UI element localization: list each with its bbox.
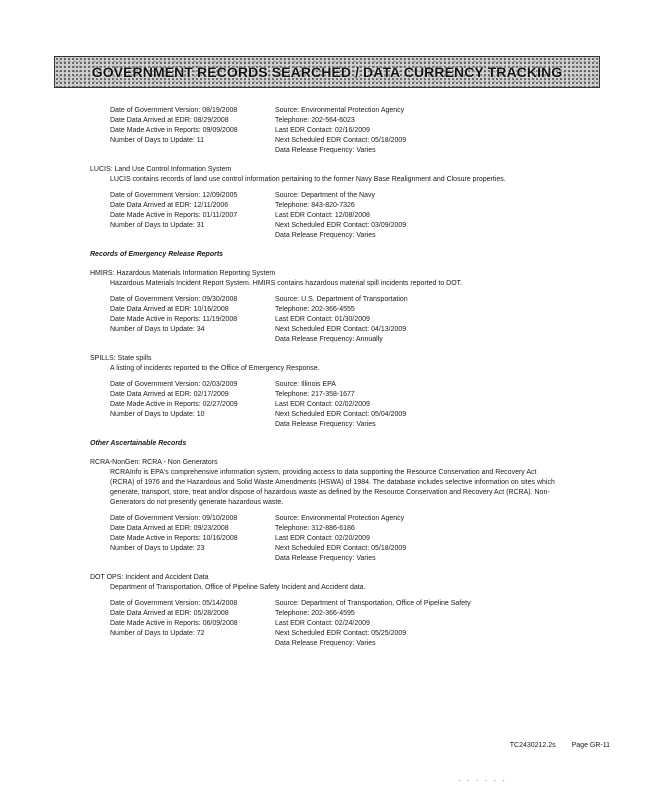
record-lucis <box>90 165 560 241</box>
source: Source: Department of Transportation, Office of Pipeline Safety <box>275 600 471 607</box>
data-arrived: Date Data Arrived at EDR: 02/17/2009 <box>110 391 229 398</box>
gov-version: Date of Government Version: 02/03/2009 <box>110 381 238 388</box>
gov-version: Date of Government Version: 08/19/2008 <box>110 107 238 114</box>
record-details <box>90 106 560 156</box>
days-to-update: Number of Days to Update: 10 <box>110 411 205 418</box>
record-header: LUCIS: Land Use Control Information System <box>90 166 232 173</box>
report-code: TC2430212.2s <box>509 742 556 749</box>
gov-version: Date of Government Version: 05/14/2008 <box>110 600 238 607</box>
source: Source: Environmental Protection Agency <box>275 107 405 114</box>
gov-version: Date of Government Version: 09/10/2008 <box>110 515 238 522</box>
page-number: Page GR-11 <box>571 742 610 749</box>
last-contact: Last EDR Contact: 02/16/2009 <box>275 127 370 134</box>
data-arrived: Date Data Arrived at EDR: 08/29/2008 <box>110 117 229 124</box>
next-contact: Next Scheduled EDR Contact: 03/09/2009 <box>275 222 407 229</box>
record-description: Hazardous Materials Incident Report System. HMIRS contains hazardous material spill incidents reported to DOT. <box>110 280 463 287</box>
release-frequency: Data Release Frequency: Annually <box>275 336 383 343</box>
release-frequency: Data Release Frequency: Varies <box>275 555 376 562</box>
details-right <box>275 380 406 430</box>
source: Source: Environmental Protection Agency <box>275 515 405 522</box>
last-contact: Last EDR Contact: 02/20/2009 <box>275 535 370 542</box>
next-contact: Next Scheduled EDR Contact: 05/04/2009 <box>275 411 407 418</box>
details-left <box>110 106 275 156</box>
page-title: GOVERNMENT RECORDS SEARCHED / DATA CURRENCY TRACKING <box>91 64 563 80</box>
details-right <box>275 295 408 345</box>
details-left <box>110 295 275 345</box>
record-description: Department of Transportation, Office of Pipeline Safety Incident and Accident data. <box>110 584 366 591</box>
telephone: Telephone: 202-366-4555 <box>275 306 355 313</box>
data-arrived: Date Data Arrived at EDR: 09/23/2008 <box>110 525 229 532</box>
header-banner <box>54 56 600 88</box>
record-details <box>90 599 560 649</box>
next-contact: Next Scheduled EDR Contact: 05/18/2009 <box>275 137 407 144</box>
last-contact: Last EDR Contact: 01/30/2009 <box>275 316 370 323</box>
data-arrived: Date Data Arrived at EDR: 10/16/2008 <box>110 306 229 313</box>
telephone: Telephone: 843-820-7326 <box>275 202 355 209</box>
record-dot-ops <box>90 573 560 649</box>
days-to-update: Number of Days to Update: 31 <box>110 222 205 229</box>
details-left <box>110 380 275 430</box>
record-description: LUCIS contains records of land use control information pertaining to the former Navy Base Realignment and Closure properties. <box>110 176 506 183</box>
data-arrived: Date Data Arrived at EDR: 12/11/2006 <box>110 202 229 209</box>
details-right <box>275 514 406 564</box>
next-contact: Next Scheduled EDR Contact: 05/18/2009 <box>275 545 407 552</box>
record-description: A listing of incidents reported to the Office of Emergency Response. <box>110 365 320 372</box>
days-to-update: Number of Days to Update: 11 <box>110 137 205 144</box>
days-to-update: Number of Days to Update: 23 <box>110 545 205 552</box>
telephone: Telephone: 202-564-6023 <box>275 117 355 124</box>
section-heading-emergency: Records of Emergency Release Reports <box>90 251 224 258</box>
details-right <box>275 191 406 241</box>
telephone: Telephone: 217-358-1677 <box>275 391 355 398</box>
source: Source: Illinois EPA <box>275 381 336 388</box>
record-rcra <box>90 458 560 564</box>
last-contact: Last EDR Contact: 12/08/2008 <box>275 212 370 219</box>
record-description: RCRAInfo is EPA's comprehensive information system, providing access to data supporting the Resource Conservation and Recovery Act (RCRA) of 1976 and the Hazardous and Solid Waste Amendments (HSWA) of 1984. The database includes selective information on sites which generate, transport, store, treat and/or dispose of hazardous waste as defined by the Resource Conservation and Recovery Act (RCRA). Non-Generators do not presently generate hazardous waste. <box>110 469 555 506</box>
details-left <box>110 599 275 649</box>
made-active: Date Made Active in Reports: 02/27/2009 <box>110 401 238 408</box>
details-right <box>275 106 406 156</box>
record-hmirs <box>90 269 560 345</box>
release-frequency: Data Release Frequency: Varies <box>275 147 376 154</box>
gov-version: Date of Government Version: 12/09/2005 <box>110 192 238 199</box>
record-details <box>90 191 560 241</box>
days-to-update: Number of Days to Update: 72 <box>110 630 205 637</box>
made-active: Date Made Active in Reports: 01/11/2007 <box>110 212 238 219</box>
made-active: Date Made Active in Reports: 11/19/2008 <box>110 316 238 323</box>
record-header: HMIRS: Hazardous Materials Information Reporting System <box>90 270 276 277</box>
scan-dots: · · · · · · <box>458 776 508 785</box>
page-footer <box>510 742 610 749</box>
details-left <box>110 514 275 564</box>
record-spills <box>90 354 560 430</box>
last-contact: Last EDR Contact: 02/02/2009 <box>275 401 370 408</box>
last-contact: Last EDR Contact: 02/24/2009 <box>275 620 370 627</box>
data-arrived: Date Data Arrived at EDR: 05/28/2008 <box>110 610 229 617</box>
details-right <box>275 599 471 649</box>
next-contact: Next Scheduled EDR Contact: 04/13/2009 <box>275 326 407 333</box>
release-frequency: Data Release Frequency: Varies <box>275 232 376 239</box>
release-frequency: Data Release Frequency: Varies <box>275 421 376 428</box>
record-details <box>90 514 560 564</box>
made-active: Date Made Active in Reports: 06/09/2008 <box>110 620 238 627</box>
source: Source: Department of the Navy <box>275 192 375 199</box>
gov-version: Date of Government Version: 09/30/2008 <box>110 296 238 303</box>
made-active: Date Made Active in Reports: 10/16/2008 <box>110 535 238 542</box>
telephone: Telephone: 202-366-4595 <box>275 610 355 617</box>
record-header: RCRA-NonGen: RCRA - Non Generators <box>90 459 218 466</box>
record-header: DOT OPS: Incident and Accident Data <box>90 574 209 581</box>
record-details <box>90 295 560 345</box>
record-top <box>90 106 560 156</box>
record-details <box>90 380 560 430</box>
next-contact: Next Scheduled EDR Contact: 05/25/2009 <box>275 630 407 637</box>
telephone: Telephone: 312-886-6186 <box>275 525 355 532</box>
details-left <box>110 191 275 241</box>
section-heading-other: Other Ascertainable Records <box>90 440 187 447</box>
record-header: SPILLS: State spills <box>90 355 152 362</box>
days-to-update: Number of Days to Update: 34 <box>110 326 205 333</box>
release-frequency: Data Release Frequency: Varies <box>275 640 376 647</box>
source: Source: U.S. Department of Transportation <box>275 296 408 303</box>
records-content <box>90 106 560 658</box>
made-active: Date Made Active in Reports: 09/09/2008 <box>110 127 238 134</box>
